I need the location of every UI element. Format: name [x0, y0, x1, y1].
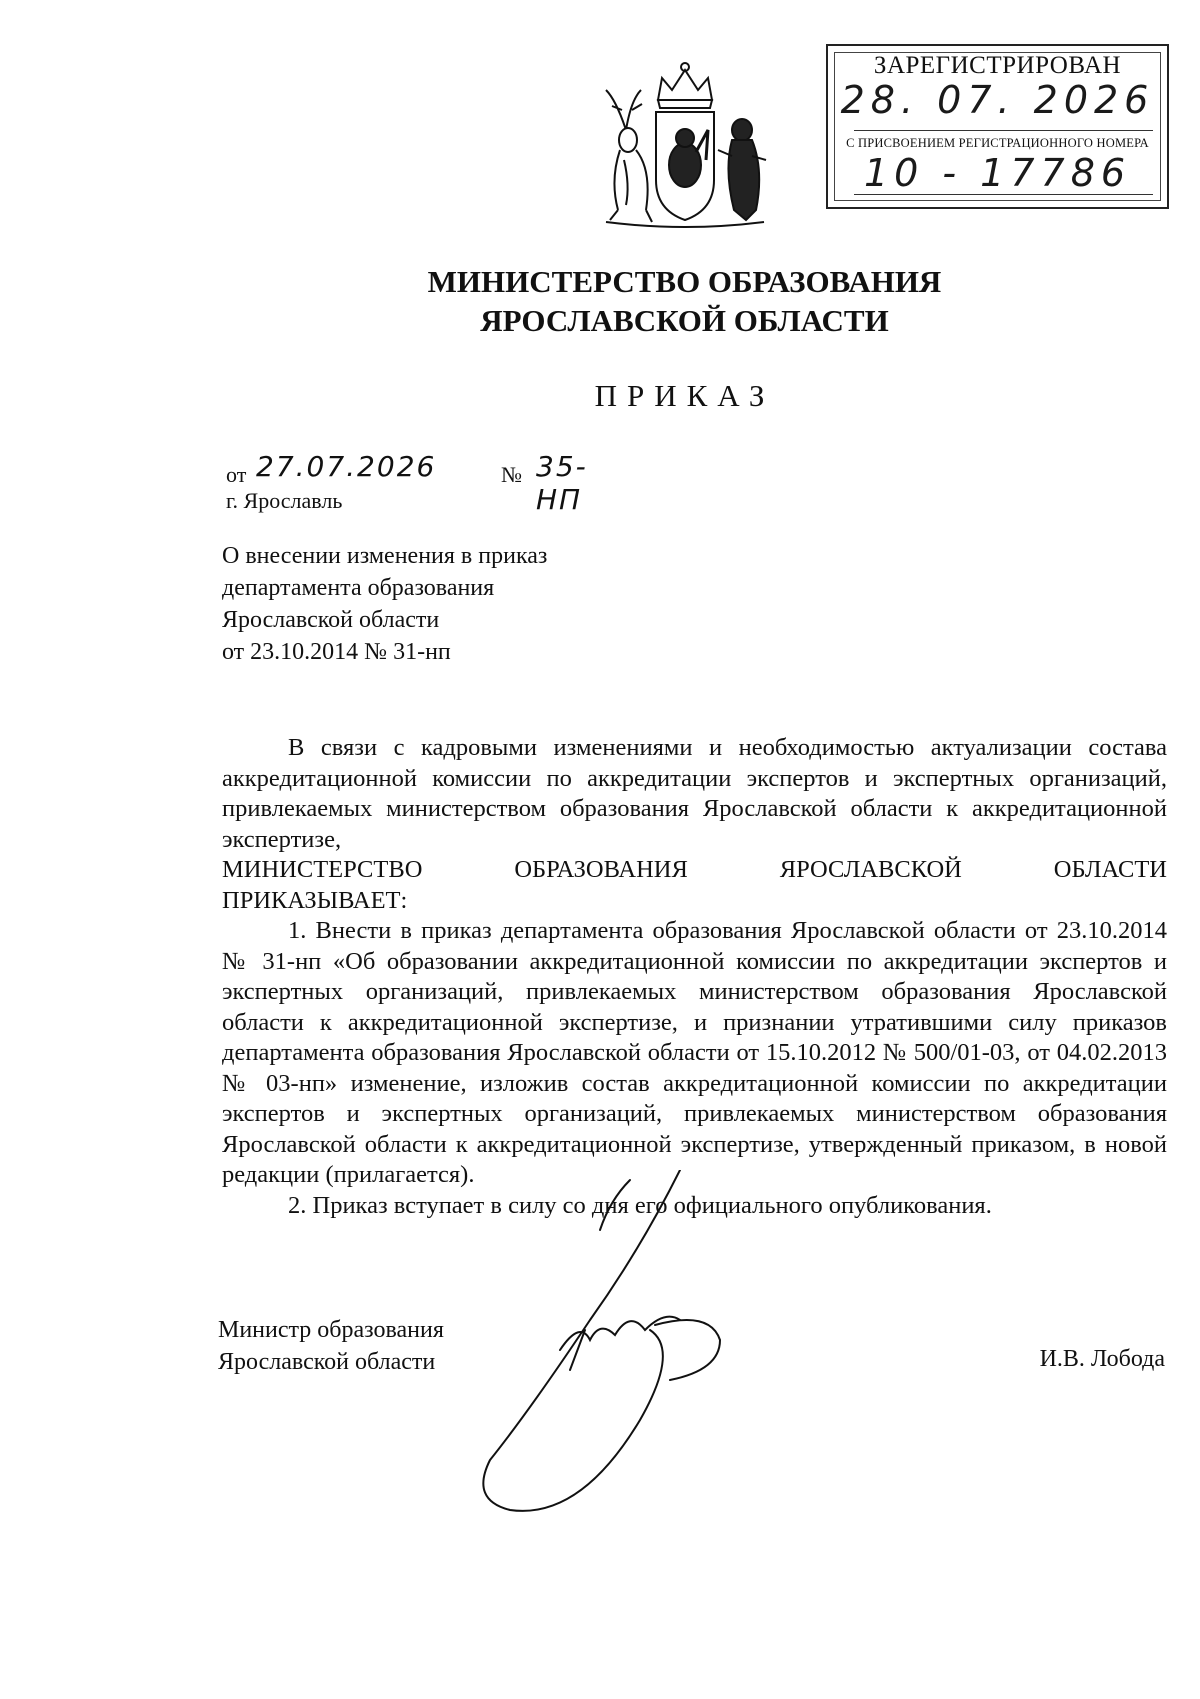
- stamp-title: ЗАРЕГИСТРИРОВАН: [873, 52, 1122, 79]
- organization-name: [0, 262, 1200, 340]
- stamp-date: 28. 07. 2026: [840, 78, 1155, 122]
- preamble-paragraph: В связи с кадровыми изменениями и необходимостью актуализации состава аккредитационной комиссии по аккредитации экспертов и экспертных организаций, привлекаемых министерством образования Ярославской области к аккредитационной экспертизе,: [222, 734, 1167, 853]
- signer-position: [218, 1314, 444, 1378]
- registration-stamp: [826, 44, 1169, 209]
- document-body: [222, 733, 1167, 1221]
- signer-name: И.В. Лобода: [1039, 1346, 1165, 1372]
- item-2-paragraph: 2. Приказ вступает в силу со дня его официального опубликования.: [288, 1191, 992, 1219]
- decree-verb: ПРИКАЗЫВАЕТ:: [222, 886, 408, 914]
- item-1-paragraph: 1. Внести в приказ департамента образования Ярославской области от 23.10.2014 № 31-нп «Об образовании аккредитационной комиссии по аккредитации экспертов и экспертных организаций, привлекаемых министерством образования Ярославской области к аккредитационной экспертизе, и признании утратившими силу приказов департамента образования Ярославской области от 15.10.2012 № 500/01-03, от 04.02.2013 № 03-нп» изменение, изложив состав аккредитационной комиссии по аккредитации экспертов и экспертных организаций, привлекаемых министерством образования Ярославской области к аккредитационной экспертизе, утвержденный приказом, в новой редакции (прилагается).: [222, 917, 1167, 1188]
- document-subject: [222, 540, 547, 668]
- date-label: от: [226, 462, 247, 487]
- number-label: №: [501, 462, 522, 487]
- subject-line: Ярославской области: [222, 607, 440, 633]
- subject-line: департамента образования: [222, 575, 495, 601]
- subject-line: от 23.10.2014 № 31-нп: [222, 639, 451, 665]
- decree-authority: МИНИСТЕРСТВО ОБРАЗОВАНИЯ ЯРОСЛАВСКОЙ ОБЛАСТИ: [222, 856, 1167, 883]
- stamp-subtitle: С ПРИСВОЕНИЕМ РЕГИСТРАЦИОННОГО НОМЕРА: [846, 136, 1149, 150]
- coat-of-arms-icon: [596, 60, 774, 230]
- handwritten-signature: [470, 1170, 790, 1530]
- signer-position-line: Министр образования: [218, 1317, 444, 1343]
- subject-line: О внесении изменения в приказ: [222, 543, 548, 569]
- city: г. Ярославль: [226, 488, 343, 513]
- document-date: 27.07.2026: [256, 450, 437, 483]
- org-line-2: ЯРОСЛАВСКОЙ ОБЛАСТИ: [480, 303, 889, 338]
- signer-position-line: Ярославской области: [218, 1349, 436, 1375]
- document-type: ПРИКАЗ: [594, 378, 775, 413]
- document-number: 35-НП: [536, 450, 588, 516]
- stamp-number: 10 - 17786: [863, 151, 1132, 195]
- org-line-1: МИНИСТЕРСТВО ОБРАЗОВАНИЯ: [427, 264, 942, 299]
